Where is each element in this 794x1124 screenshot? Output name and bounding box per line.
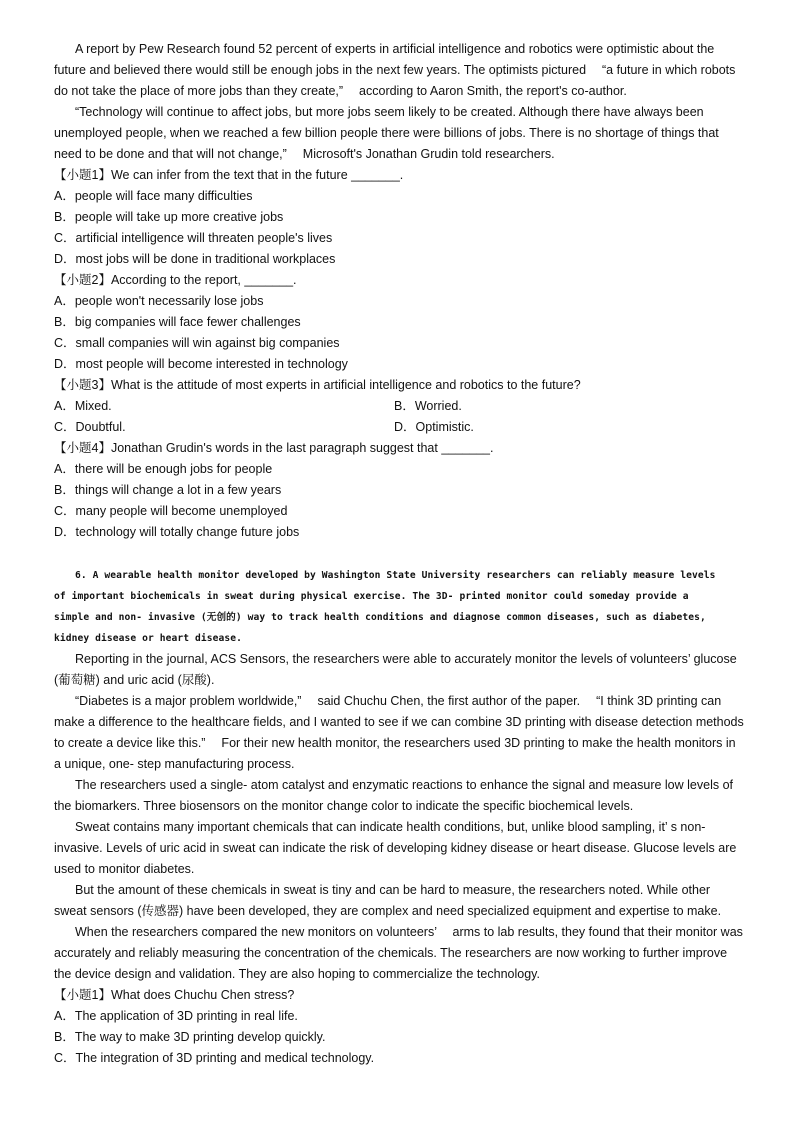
- option-d: D．Optimistic.: [394, 420, 474, 434]
- question-stem: 【小题1】What does Chuchu Chen stress?: [54, 988, 295, 1002]
- paragraph: Reporting in the journal, ACS Sensors, the researchers were able to accurately monitor the levels of volunteers’ glucose (葡萄糖) and uric acid (尿酸).: [54, 652, 737, 687]
- question-4: [54, 438, 744, 543]
- intro-line: kidney disease or heart disease.: [54, 633, 243, 644]
- option-c: C．The integration of 3D printing and medical technology.: [54, 1051, 375, 1065]
- paragraph: “Diabetes is a major problem worldwide,” said Chuchu Chen, the first author of the paper. “I think 3D printing can make a difference to the healthcare fields, and I wanted to see if we can combine 3D printing with disease detection methods to create a device like this.” For their new health monitor, the researchers used 3D printing to make the health monitors in a unique, one- step manufacturing process.: [54, 694, 744, 771]
- question-2: [54, 270, 744, 375]
- option-d: D．most jobs will be done in traditional workplaces: [54, 252, 336, 266]
- option-a: A．people will face many difficulties: [54, 189, 253, 203]
- document-page: [54, 39, 744, 1069]
- passage-1: [54, 39, 744, 543]
- question-1: [54, 165, 744, 270]
- option-a: A．people won't necessarily lose jobs: [54, 294, 264, 308]
- intro-line: of important biochemicals in sweat during physical exercise. The 3D- printed monitor could someday provide a: [54, 591, 689, 602]
- option-d: D．most people will become interested in technology: [54, 357, 348, 371]
- option-b: B．things will change a lot in a few years: [54, 483, 282, 497]
- option-a: A．The application of 3D printing in real life.: [54, 1009, 298, 1023]
- paragraph: A report by Pew Research found 52 percent of experts in artificial intelligence and robotics were optimistic about the future and believed there would still be enough jobs in the next few years. The optimists pictured “a future in which robots do not take the place of more jobs than they create,” according to Aaron Smith, the report's co-author.: [54, 42, 736, 98]
- option-b: B．Worried.: [394, 399, 462, 413]
- question-stem: 【小题1】We can infer from the text that in the future _______.: [54, 168, 404, 182]
- option-b: B．The way to make 3D printing develop quickly.: [54, 1030, 326, 1044]
- question-stem: 【小题2】According to the report, _______.: [54, 273, 297, 287]
- passage-intro: [33, 565, 744, 649]
- intro-line: simple and non- invasive (无创的) way to track health conditions and diagnose common diseases, such as diabetes,: [54, 612, 706, 623]
- section-spacer: [54, 543, 744, 565]
- paragraph: When the researchers compared the new monitors on volunteers’ arms to lab results, they found that their monitor was accurately and reliably measuring the concentration of the chemicals. The researchers are now working to further improve the device design and validation. They are also hoping to commercialize the technology.: [54, 925, 743, 981]
- option-c: C．small companies will win against big companies: [54, 336, 340, 350]
- question-3: [54, 375, 744, 438]
- question-stem: 【小题3】What is the attitude of most experts in artificial intelligence and robotics to the future?: [54, 378, 581, 392]
- option-b: B．people will take up more creative jobs: [54, 210, 284, 224]
- paragraph: But the amount of these chemicals in sweat is tiny and can be hard to measure, the researchers noted. While other sweat sensors (传感器) have been developed, they are complex and need specialized equipment and expertise to make.: [54, 883, 722, 918]
- option-row: [54, 396, 744, 417]
- option-a: A．there will be enough jobs for people: [54, 462, 273, 476]
- question-stem: 【小题4】Jonathan Grudin's words in the last paragraph suggest that _______.: [54, 441, 494, 455]
- option-b: B．big companies will face fewer challenges: [54, 315, 301, 329]
- paragraph: “Technology will continue to affect jobs, but more jobs seem likely to be created. Although there have always been unemployed people, when we reached a few billion people there were billions of jobs. There is no shortage of things that need to be done and that will not change,” Microsoft's Jonathan Grudin told researchers.: [54, 105, 719, 161]
- option-row: [54, 417, 744, 438]
- option-d: D．technology will totally change future jobs: [54, 525, 300, 539]
- paragraph: Sweat contains many important chemicals that can indicate health conditions, but, unlike blood sampling, it’ s non-invasive. Levels of uric acid in sweat can indicate the risk of developing kidney disease or heart disease. Glucose levels are used to monitor diabetes.: [54, 820, 737, 876]
- passage-2: [54, 565, 744, 1069]
- option-c: C．many people will become unemployed: [54, 504, 288, 518]
- option-c: C．artificial intelligence will threaten people's lives: [54, 231, 333, 245]
- option-a: A．Mixed.: [54, 399, 112, 413]
- paragraph: The researchers used a single- atom catalyst and enzymatic reactions to enhance the signal and measure low levels of the biomarkers. Three biosensors on the monitor change color to indicate the specific biochemical levels.: [54, 778, 733, 813]
- question-1: [54, 985, 744, 1069]
- intro-line: 6. A wearable health monitor developed by Washington State University researchers can reliably measure levels: [75, 570, 716, 581]
- option-c: C．Doubtful.: [54, 420, 126, 434]
